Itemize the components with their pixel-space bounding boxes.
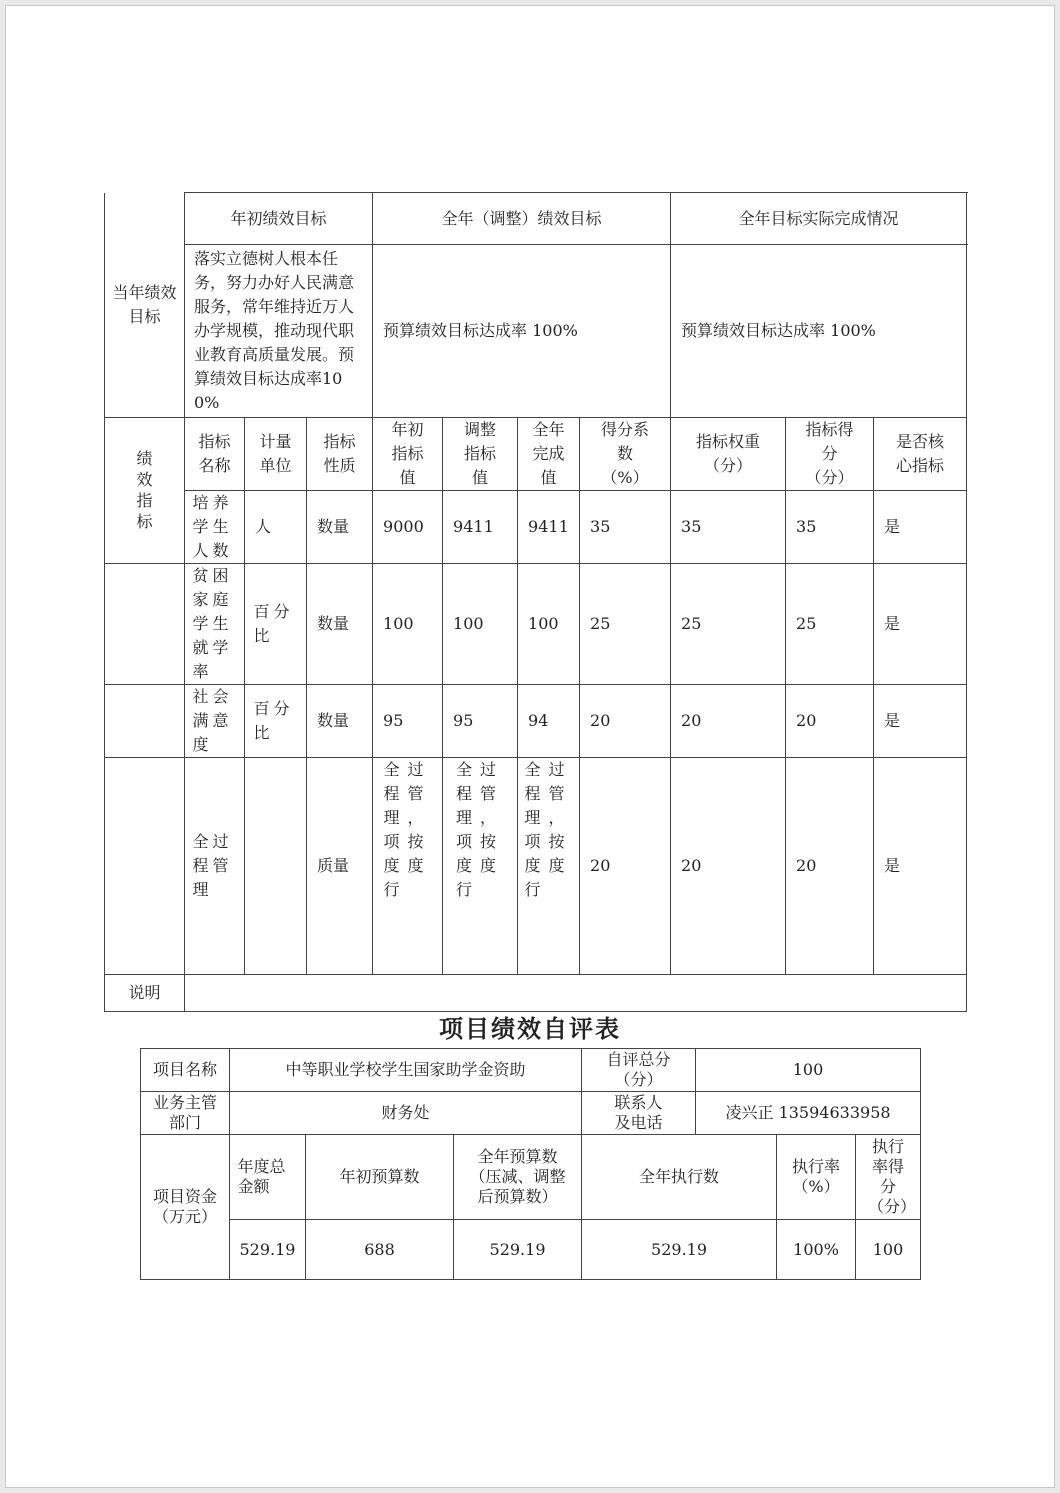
val-total: 529.19 [230, 1220, 306, 1280]
col-total: 年度总金额 [237, 1157, 286, 1196]
col-adjusted: 调整指标值 [443, 418, 518, 491]
self-eval-table [140, 1048, 921, 1280]
note-value [185, 975, 967, 1012]
col-coef: 得分系数（%） [580, 418, 671, 491]
contact: 凌兴正 13594633958 [696, 1092, 921, 1135]
col-executed: 全年执行数 [582, 1135, 777, 1220]
initial-goal-text: 落实立德树人根本任务，努力办好人民满意服务，常年维持近万人办学规模，推动现代职业教育高质量发展。预算绩效目标达成率100% [185, 245, 373, 418]
table-row: 培养学生人数 人 数量 9000 9411 9411 35 35 35 是 [105, 491, 967, 564]
val-rate: 100% [777, 1220, 856, 1280]
indicator-label-cell [105, 418, 185, 564]
adjusted-goal-text: 预算绩效目标达成率 100% [373, 245, 671, 418]
col-rate-score: 执行率得分（分） [868, 1137, 917, 1216]
dept-label: 业务主管部门 [153, 1093, 218, 1132]
val-rate-score: 100 [856, 1220, 921, 1280]
col-adjusted-budget: 全年预算数（压减、调整后预算数） [469, 1147, 566, 1206]
goal-label: 当年绩效目标 [112, 282, 177, 326]
col-score: 指标得分（分） [786, 418, 874, 491]
indicator-label: 绩效指标 [136, 448, 153, 531]
goal-label-cell [105, 193, 185, 418]
col-weight: 指标权重（分） [671, 418, 786, 491]
self-eval-title: 项目绩效自评表 [439, 1015, 621, 1043]
actual-goal-text: 预算绩效目标达成率 100% [671, 245, 967, 418]
col-unit: 计量单位 [245, 418, 307, 491]
header-actual-goal: 全年目标实际完成情况 [671, 193, 967, 245]
col-initial: 年初指标值 [373, 418, 443, 491]
table-row: 全过程管理 质量 全过程管理，项按度度行 全过程管理，项按度度行 全过程管理，项按度度行 20 20 20 是 [105, 758, 967, 975]
project-name-label: 项目名称 [153, 1060, 218, 1079]
header-adjusted-goal: 全年（调整）绩效目标 [373, 193, 671, 245]
table-row: 贫困家庭学生就学率 百分比 数量 100 100 100 25 25 25 是 [105, 564, 967, 685]
dept: 财务处 [230, 1092, 582, 1135]
col-rate: 执行率（%） [792, 1157, 841, 1196]
col-core: 是否核心指标 [874, 418, 967, 491]
col-name: 指标名称 [185, 418, 245, 491]
val-executed: 529.19 [582, 1220, 777, 1280]
contact-label: 联系人及电话 [614, 1093, 663, 1132]
val-initial: 688 [306, 1220, 454, 1280]
table-row: 社会满意度 百分比 数量 95 95 94 20 20 20 是 [105, 685, 967, 758]
val-adjusted: 529.19 [454, 1220, 582, 1280]
table-row [141, 1220, 921, 1280]
col-nature: 指标性质 [307, 418, 373, 491]
funds-label: 项目资金（万元） [153, 1187, 218, 1226]
col-initial-budget: 年初预算数 [306, 1135, 454, 1220]
document-page [5, 5, 1055, 1488]
total-score-label: 自评总分（分） [606, 1050, 671, 1089]
performance-table [104, 192, 967, 1012]
note-label: 说明 [105, 975, 185, 1012]
col-completed: 全年完成值 [518, 418, 580, 491]
total-score: 100 [696, 1049, 921, 1092]
project-name: 中等职业学校学生国家助学金资助 [230, 1049, 582, 1092]
header-initial-goal: 年初绩效目标 [185, 193, 373, 245]
